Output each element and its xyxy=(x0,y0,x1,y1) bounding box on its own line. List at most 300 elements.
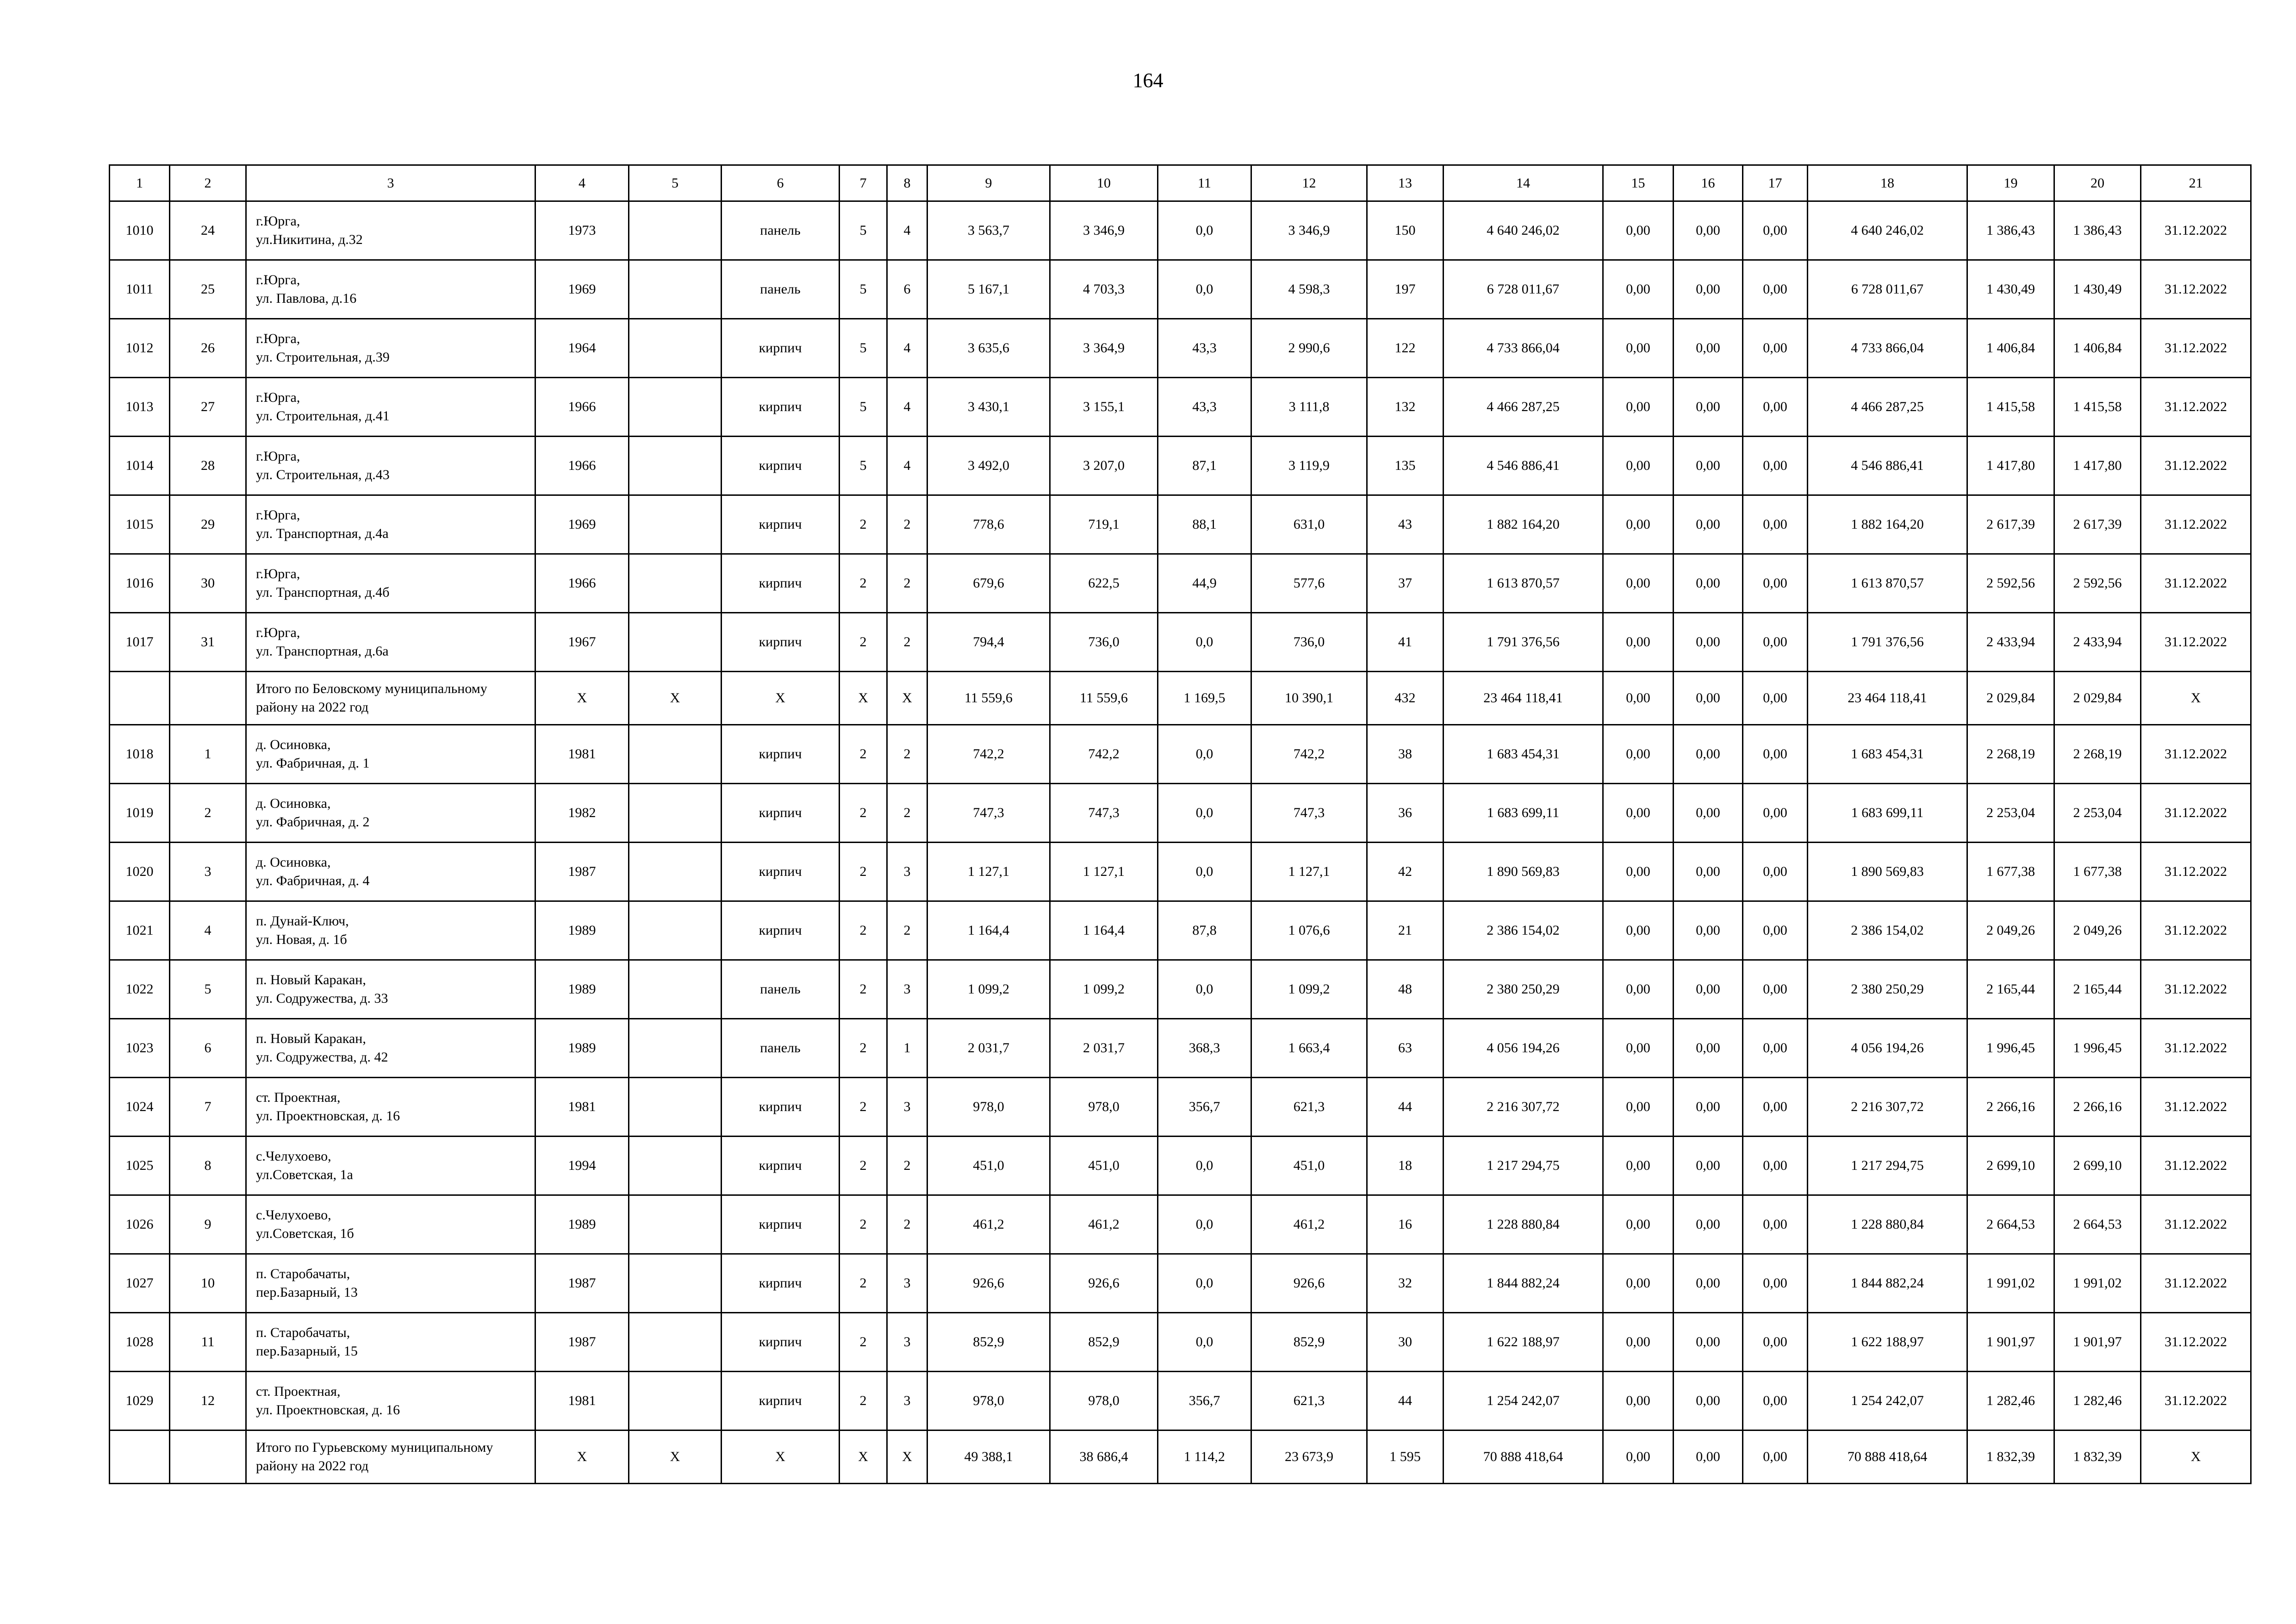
completion-date-cell: 31.12.2022 xyxy=(2141,378,2251,437)
address-line-1: г.Юрга, xyxy=(256,566,300,581)
non-residential-area-cell: 87,8 xyxy=(1158,901,1251,960)
local-number-cell: 8 xyxy=(170,1137,246,1195)
budget-cost-cell: 0,00 xyxy=(1674,960,1743,1019)
residential-area-cell: 719,1 xyxy=(1050,495,1158,554)
global-number-cell xyxy=(110,1430,170,1484)
year-built-cell: 1982 xyxy=(535,784,629,843)
non-residential-area-cell: 0,0 xyxy=(1158,1313,1251,1372)
global-number-cell: 1025 xyxy=(110,1137,170,1195)
year-built-cell: 1966 xyxy=(535,378,629,437)
address-line-1: п. Новый Каракан, xyxy=(256,1031,366,1046)
column-number-18: 18 xyxy=(1808,165,1967,201)
local-number-cell: 30 xyxy=(170,554,246,613)
local-budget-cost-cell: 0,00 xyxy=(1743,613,1808,672)
total-cost-cell: 1 791 376,56 xyxy=(1444,613,1603,672)
total-area-cell: 794,4 xyxy=(927,613,1050,672)
fund-cost-cell: 0,00 xyxy=(1603,1195,1674,1254)
address-line-2: ул.Советская, 1а xyxy=(256,1167,353,1182)
address-line-2: ул. Транспортная, д.6а xyxy=(256,643,389,659)
fund-cost-cell: 0,00 xyxy=(1603,1254,1674,1313)
subtotal-row xyxy=(110,672,2251,725)
residential-area-cell: 461,2 xyxy=(1050,1195,1158,1254)
apartment-area-cell: 3 119,9 xyxy=(1251,437,1367,495)
apartment-area-cell: 3 346,9 xyxy=(1251,201,1367,260)
total-area-cell: 11 559,6 xyxy=(927,672,1050,725)
residents-cell: 197 xyxy=(1367,260,1444,319)
table-row xyxy=(110,1137,2251,1195)
address-line-2: району на 2022 год xyxy=(256,700,369,715)
fund-cost-cell: 0,00 xyxy=(1603,613,1674,672)
fund-cost-cell: 0,00 xyxy=(1603,201,1674,260)
unit-cost-cell: 1 415,58 xyxy=(1967,378,2054,437)
entrances-cell: 3 xyxy=(887,843,927,901)
non-residential-area-cell: 1 169,5 xyxy=(1158,672,1251,725)
address-line-1: г.Юрга, xyxy=(256,272,300,287)
address-line-2: ул. Содружества, д. 33 xyxy=(256,991,388,1006)
owner-cost-cell: 1 890 569,83 xyxy=(1808,843,1967,901)
wall-material-cell: панель xyxy=(722,260,840,319)
local-number-cell: 25 xyxy=(170,260,246,319)
year-built-cell: 1981 xyxy=(535,1078,629,1137)
year-commissioning-cell xyxy=(629,1372,722,1430)
fund-cost-cell: 0,00 xyxy=(1603,554,1674,613)
budget-cost-cell: 0,00 xyxy=(1674,1078,1743,1137)
table-row xyxy=(110,843,2251,901)
entrances-cell: 3 xyxy=(887,1313,927,1372)
local-number-cell: 27 xyxy=(170,378,246,437)
non-residential-area-cell: 368,3 xyxy=(1158,1019,1251,1078)
total-cost-cell: 6 728 011,67 xyxy=(1444,260,1603,319)
wall-material-cell: кирпич xyxy=(722,843,840,901)
budget-cost-cell: 0,00 xyxy=(1674,378,1743,437)
global-number-cell: 1010 xyxy=(110,201,170,260)
entrances-cell: 6 xyxy=(887,260,927,319)
residents-cell: 150 xyxy=(1367,201,1444,260)
fund-cost-cell: 0,00 xyxy=(1603,901,1674,960)
housing-table xyxy=(109,164,2252,1484)
entrances-cell: 4 xyxy=(887,201,927,260)
local-budget-cost-cell: 0,00 xyxy=(1743,1137,1808,1195)
total-area-cell: 3 430,1 xyxy=(927,378,1050,437)
column-number-3: 3 xyxy=(246,165,535,201)
residential-area-cell: 3 207,0 xyxy=(1050,437,1158,495)
total-cost-cell: 1 228 880,84 xyxy=(1444,1195,1603,1254)
unit-cost-cell: 1 996,45 xyxy=(1967,1019,2054,1078)
column-number-4: 4 xyxy=(535,165,629,201)
apartment-area-cell: 621,3 xyxy=(1251,1078,1367,1137)
address-line-2: ул. Павлова, д.16 xyxy=(256,291,357,306)
residential-area-cell: 2 031,7 xyxy=(1050,1019,1158,1078)
global-number-cell: 1012 xyxy=(110,319,170,378)
total-area-cell: 3 635,6 xyxy=(927,319,1050,378)
budget-cost-cell: 0,00 xyxy=(1674,901,1743,960)
global-number-cell: 1013 xyxy=(110,378,170,437)
max-unit-cost-cell: 2 165,44 xyxy=(2054,960,2141,1019)
column-number-19: 19 xyxy=(1967,165,2054,201)
fund-cost-cell: 0,00 xyxy=(1603,1430,1674,1484)
total-area-cell: 49 388,1 xyxy=(927,1430,1050,1484)
local-budget-cost-cell: 0,00 xyxy=(1743,1430,1808,1484)
global-number-cell: 1022 xyxy=(110,960,170,1019)
total-cost-cell: 4 466 287,25 xyxy=(1444,378,1603,437)
entrances-cell: 2 xyxy=(887,901,927,960)
residents-cell: 18 xyxy=(1367,1137,1444,1195)
max-unit-cost-cell: 2 049,26 xyxy=(2054,901,2141,960)
address-cell xyxy=(246,1078,535,1137)
non-residential-area-cell: 0,0 xyxy=(1158,1195,1251,1254)
residents-cell: 42 xyxy=(1367,843,1444,901)
residential-area-cell: 3 346,9 xyxy=(1050,201,1158,260)
residents-cell: 36 xyxy=(1367,784,1444,843)
address-line-2: пер.Базарный, 13 xyxy=(256,1285,358,1300)
unit-cost-cell: 2 268,19 xyxy=(1967,725,2054,784)
total-area-cell: 978,0 xyxy=(927,1372,1050,1430)
floors-cell: 2 xyxy=(840,843,887,901)
year-commissioning-cell xyxy=(629,1137,722,1195)
address-cell xyxy=(246,495,535,554)
address-line-2: ул. Транспортная, д.4а xyxy=(256,526,389,541)
total-cost-cell: 4 546 886,41 xyxy=(1444,437,1603,495)
local-budget-cost-cell: 0,00 xyxy=(1743,725,1808,784)
residential-area-cell: 1 127,1 xyxy=(1050,843,1158,901)
budget-cost-cell: 0,00 xyxy=(1674,1019,1743,1078)
column-number-7: 7 xyxy=(840,165,887,201)
unit-cost-cell: 1 417,80 xyxy=(1967,437,2054,495)
max-unit-cost-cell: 1 832,39 xyxy=(2054,1430,2141,1484)
address-line-1: д. Осиновка, xyxy=(256,796,331,811)
year-built-cell: 1964 xyxy=(535,319,629,378)
subtotal-label xyxy=(246,672,535,725)
residential-area-cell: 1 164,4 xyxy=(1050,901,1158,960)
non-residential-area-cell: 0,0 xyxy=(1158,260,1251,319)
year-built-cell: 1989 xyxy=(535,1195,629,1254)
total-cost-cell: 1 844 882,24 xyxy=(1444,1254,1603,1313)
owner-cost-cell: 1 791 376,56 xyxy=(1808,613,1967,672)
owner-cost-cell: 1 217 294,75 xyxy=(1808,1137,1967,1195)
table-row xyxy=(110,1195,2251,1254)
address-line-1: г.Юрга, xyxy=(256,390,300,405)
unit-cost-cell: 2 165,44 xyxy=(1967,960,2054,1019)
unit-cost-cell: 1 282,46 xyxy=(1967,1372,2054,1430)
total-cost-cell: 1 622 188,97 xyxy=(1444,1313,1603,1372)
column-number-13: 13 xyxy=(1367,165,1444,201)
address-cell xyxy=(246,1254,535,1313)
total-area-cell: 3 563,7 xyxy=(927,201,1050,260)
column-number-2: 2 xyxy=(170,165,246,201)
owner-cost-cell: 4 466 287,25 xyxy=(1808,378,1967,437)
residents-cell: 1 595 xyxy=(1367,1430,1444,1484)
global-number-cell: 1016 xyxy=(110,554,170,613)
non-residential-area-cell: 356,7 xyxy=(1158,1372,1251,1430)
owner-cost-cell: 1 254 242,07 xyxy=(1808,1372,1967,1430)
completion-date-cell: 31.12.2022 xyxy=(2141,1078,2251,1137)
address-cell xyxy=(246,319,535,378)
completion-date-cell: X xyxy=(2141,1430,2251,1484)
apartment-area-cell: 23 673,9 xyxy=(1251,1430,1367,1484)
column-number-6: 6 xyxy=(722,165,840,201)
column-number-17: 17 xyxy=(1743,165,1808,201)
budget-cost-cell: 0,00 xyxy=(1674,1254,1743,1313)
unit-cost-cell: 1 677,38 xyxy=(1967,843,2054,901)
year-commissioning-cell xyxy=(629,613,722,672)
unit-cost-cell: 1 832,39 xyxy=(1967,1430,2054,1484)
floors-cell: 2 xyxy=(840,495,887,554)
global-number-cell: 1019 xyxy=(110,784,170,843)
total-cost-cell: 1 890 569,83 xyxy=(1444,843,1603,901)
address-line-1: Итого по Гурьевскому муниципальному xyxy=(256,1440,493,1455)
wall-material-cell: панель xyxy=(722,201,840,260)
unit-cost-cell: 1 901,97 xyxy=(1967,1313,2054,1372)
address-line-1: п. Старобачаты, xyxy=(256,1325,350,1340)
year-built-cell: 1967 xyxy=(535,613,629,672)
year-built-cell: 1973 xyxy=(535,201,629,260)
year-commissioning-cell xyxy=(629,495,722,554)
owner-cost-cell: 2 216 307,72 xyxy=(1808,1078,1967,1137)
year-commissioning-cell xyxy=(629,1195,722,1254)
local-budget-cost-cell: 0,00 xyxy=(1743,960,1808,1019)
local-number-cell: 5 xyxy=(170,960,246,1019)
residents-cell: 37 xyxy=(1367,554,1444,613)
max-unit-cost-cell: 2 433,94 xyxy=(2054,613,2141,672)
budget-cost-cell: 0,00 xyxy=(1674,1430,1743,1484)
year-commissioning-cell: X xyxy=(629,672,722,725)
floors-cell: 2 xyxy=(840,901,887,960)
wall-material-cell: панель xyxy=(722,1019,840,1078)
total-area-cell: 742,2 xyxy=(927,725,1050,784)
year-built-cell: 1969 xyxy=(535,495,629,554)
non-residential-area-cell: 0,0 xyxy=(1158,843,1251,901)
entrances-cell: 2 xyxy=(887,1137,927,1195)
address-cell xyxy=(246,843,535,901)
year-commissioning-cell xyxy=(629,1078,722,1137)
address-line-2: пер.Базарный, 15 xyxy=(256,1343,358,1359)
fund-cost-cell: 0,00 xyxy=(1603,1372,1674,1430)
entrances-cell: 1 xyxy=(887,1019,927,1078)
total-cost-cell: 2 386 154,02 xyxy=(1444,901,1603,960)
global-number-cell: 1018 xyxy=(110,725,170,784)
max-unit-cost-cell: 1 991,02 xyxy=(2054,1254,2141,1313)
fund-cost-cell: 0,00 xyxy=(1603,1078,1674,1137)
budget-cost-cell: 0,00 xyxy=(1674,1372,1743,1430)
non-residential-area-cell: 1 114,2 xyxy=(1158,1430,1251,1484)
completion-date-cell: 31.12.2022 xyxy=(2141,1195,2251,1254)
residential-area-cell: 852,9 xyxy=(1050,1313,1158,1372)
apartment-area-cell: 852,9 xyxy=(1251,1313,1367,1372)
owner-cost-cell: 6 728 011,67 xyxy=(1808,260,1967,319)
table-row xyxy=(110,613,2251,672)
wall-material-cell: кирпич xyxy=(722,1195,840,1254)
budget-cost-cell: 0,00 xyxy=(1674,554,1743,613)
non-residential-area-cell: 0,0 xyxy=(1158,613,1251,672)
residents-cell: 21 xyxy=(1367,901,1444,960)
completion-date-cell: 31.12.2022 xyxy=(2141,960,2251,1019)
apartment-area-cell: 1 663,4 xyxy=(1251,1019,1367,1078)
owner-cost-cell: 1 228 880,84 xyxy=(1808,1195,1967,1254)
residents-cell: 432 xyxy=(1367,672,1444,725)
entrances-cell: 2 xyxy=(887,784,927,843)
column-number-15: 15 xyxy=(1603,165,1674,201)
column-number-5: 5 xyxy=(629,165,722,201)
fund-cost-cell: 0,00 xyxy=(1603,1137,1674,1195)
residents-cell: 44 xyxy=(1367,1372,1444,1430)
residents-cell: 63 xyxy=(1367,1019,1444,1078)
year-built-cell: 1966 xyxy=(535,437,629,495)
year-commissioning-cell xyxy=(629,319,722,378)
fund-cost-cell: 0,00 xyxy=(1603,319,1674,378)
floors-cell: 2 xyxy=(840,1372,887,1430)
completion-date-cell: 31.12.2022 xyxy=(2141,437,2251,495)
year-commissioning-cell xyxy=(629,1254,722,1313)
year-commissioning-cell xyxy=(629,1313,722,1372)
total-area-cell: 2 031,7 xyxy=(927,1019,1050,1078)
completion-date-cell: 31.12.2022 xyxy=(2141,1254,2251,1313)
owner-cost-cell: 1 683 454,31 xyxy=(1808,725,1967,784)
global-number-cell: 1021 xyxy=(110,901,170,960)
budget-cost-cell: 0,00 xyxy=(1674,437,1743,495)
apartment-area-cell: 10 390,1 xyxy=(1251,672,1367,725)
year-built-cell: 1969 xyxy=(535,260,629,319)
completion-date-cell: 31.12.2022 xyxy=(2141,260,2251,319)
address-cell xyxy=(246,784,535,843)
total-area-cell: 852,9 xyxy=(927,1313,1050,1372)
year-commissioning-cell xyxy=(629,901,722,960)
max-unit-cost-cell: 1 677,38 xyxy=(2054,843,2141,901)
unit-cost-cell: 2 433,94 xyxy=(1967,613,2054,672)
year-built-cell: 1981 xyxy=(535,1372,629,1430)
year-built-cell: 1987 xyxy=(535,1254,629,1313)
local-number-cell: 10 xyxy=(170,1254,246,1313)
entrances-cell: X xyxy=(887,1430,927,1484)
non-residential-area-cell: 0,0 xyxy=(1158,1137,1251,1195)
global-number-cell: 1024 xyxy=(110,1078,170,1137)
non-residential-area-cell: 0,0 xyxy=(1158,725,1251,784)
table-row xyxy=(110,495,2251,554)
total-cost-cell: 4 056 194,26 xyxy=(1444,1019,1603,1078)
unit-cost-cell: 2 664,53 xyxy=(1967,1195,2054,1254)
total-cost-cell: 23 464 118,41 xyxy=(1444,672,1603,725)
unit-cost-cell: 2 617,39 xyxy=(1967,495,2054,554)
global-number-cell: 1015 xyxy=(110,495,170,554)
budget-cost-cell: 0,00 xyxy=(1674,784,1743,843)
owner-cost-cell: 1 622 188,97 xyxy=(1808,1313,1967,1372)
year-built-cell: 1987 xyxy=(535,843,629,901)
completion-date-cell: 31.12.2022 xyxy=(2141,319,2251,378)
completion-date-cell: 31.12.2022 xyxy=(2141,613,2251,672)
total-cost-cell: 1 882 164,20 xyxy=(1444,495,1603,554)
unit-cost-cell: 2 029,84 xyxy=(1967,672,2054,725)
unit-cost-cell: 2 266,16 xyxy=(1967,1078,2054,1137)
owner-cost-cell: 1 683 699,11 xyxy=(1808,784,1967,843)
total-area-cell: 461,2 xyxy=(927,1195,1050,1254)
apartment-area-cell: 3 111,8 xyxy=(1251,378,1367,437)
residential-area-cell: 747,3 xyxy=(1050,784,1158,843)
apartment-area-cell: 577,6 xyxy=(1251,554,1367,613)
address-line-2: ул. Строительная, д.41 xyxy=(256,408,390,424)
local-budget-cost-cell: 0,00 xyxy=(1743,901,1808,960)
column-number-1: 1 xyxy=(110,165,170,201)
budget-cost-cell: 0,00 xyxy=(1674,1195,1743,1254)
local-number-cell: 4 xyxy=(170,901,246,960)
local-number-cell: 6 xyxy=(170,1019,246,1078)
residential-area-cell: 978,0 xyxy=(1050,1372,1158,1430)
address-cell xyxy=(246,901,535,960)
year-built-cell: X xyxy=(535,672,629,725)
apartment-area-cell: 1 099,2 xyxy=(1251,960,1367,1019)
local-number-cell xyxy=(170,672,246,725)
floors-cell: 2 xyxy=(840,1078,887,1137)
entrances-cell: 4 xyxy=(887,437,927,495)
apartment-area-cell: 742,2 xyxy=(1251,725,1367,784)
local-number-cell: 28 xyxy=(170,437,246,495)
max-unit-cost-cell: 2 253,04 xyxy=(2054,784,2141,843)
residential-area-cell: 736,0 xyxy=(1050,613,1158,672)
max-unit-cost-cell: 2 699,10 xyxy=(2054,1137,2141,1195)
floors-cell: 5 xyxy=(840,260,887,319)
residents-cell: 43 xyxy=(1367,495,1444,554)
non-residential-area-cell: 43,3 xyxy=(1158,319,1251,378)
address-line-2: району на 2022 год xyxy=(256,1458,369,1474)
budget-cost-cell: 0,00 xyxy=(1674,495,1743,554)
address-line-2: ул. Проектновская, д. 16 xyxy=(256,1108,400,1124)
global-number-cell: 1023 xyxy=(110,1019,170,1078)
max-unit-cost-cell: 2 268,19 xyxy=(2054,725,2141,784)
year-commissioning-cell xyxy=(629,784,722,843)
budget-cost-cell: 0,00 xyxy=(1674,725,1743,784)
column-number-11: 11 xyxy=(1158,165,1251,201)
local-budget-cost-cell: 0,00 xyxy=(1743,784,1808,843)
completion-date-cell: 31.12.2022 xyxy=(2141,1019,2251,1078)
residential-area-cell: 978,0 xyxy=(1050,1078,1158,1137)
year-commissioning-cell xyxy=(629,960,722,1019)
total-area-cell: 451,0 xyxy=(927,1137,1050,1195)
floors-cell: 2 xyxy=(840,1019,887,1078)
wall-material-cell: кирпич xyxy=(722,1078,840,1137)
table-row xyxy=(110,901,2251,960)
fund-cost-cell: 0,00 xyxy=(1603,260,1674,319)
local-budget-cost-cell: 0,00 xyxy=(1743,1078,1808,1137)
fund-cost-cell: 0,00 xyxy=(1603,378,1674,437)
address-cell xyxy=(246,1019,535,1078)
address-cell xyxy=(246,554,535,613)
address-cell xyxy=(246,613,535,672)
local-number-cell: 1 xyxy=(170,725,246,784)
total-cost-cell: 2 216 307,72 xyxy=(1444,1078,1603,1137)
total-cost-cell: 1 217 294,75 xyxy=(1444,1137,1603,1195)
residential-area-cell: 4 703,3 xyxy=(1050,260,1158,319)
year-built-cell: X xyxy=(535,1430,629,1484)
completion-date-cell: 31.12.2022 xyxy=(2141,843,2251,901)
column-number-row xyxy=(110,165,2251,201)
local-budget-cost-cell: 0,00 xyxy=(1743,554,1808,613)
owner-cost-cell: 2 380 250,29 xyxy=(1808,960,1967,1019)
unit-cost-cell: 1 991,02 xyxy=(1967,1254,2054,1313)
wall-material-cell: кирпич xyxy=(722,437,840,495)
residents-cell: 48 xyxy=(1367,960,1444,1019)
year-built-cell: 1981 xyxy=(535,725,629,784)
owner-cost-cell: 23 464 118,41 xyxy=(1808,672,1967,725)
entrances-cell: 2 xyxy=(887,613,927,672)
wall-material-cell: X xyxy=(722,672,840,725)
budget-cost-cell: 0,00 xyxy=(1674,843,1743,901)
floors-cell: 2 xyxy=(840,1137,887,1195)
max-unit-cost-cell: 1 386,43 xyxy=(2054,201,2141,260)
total-area-cell: 1 099,2 xyxy=(927,960,1050,1019)
wall-material-cell: кирпич xyxy=(722,1254,840,1313)
address-line-2: ул. Проектновская, д. 16 xyxy=(256,1402,400,1418)
apartment-area-cell: 461,2 xyxy=(1251,1195,1367,1254)
address-line-1: д. Осиновка, xyxy=(256,855,331,870)
owner-cost-cell: 4 056 194,26 xyxy=(1808,1019,1967,1078)
